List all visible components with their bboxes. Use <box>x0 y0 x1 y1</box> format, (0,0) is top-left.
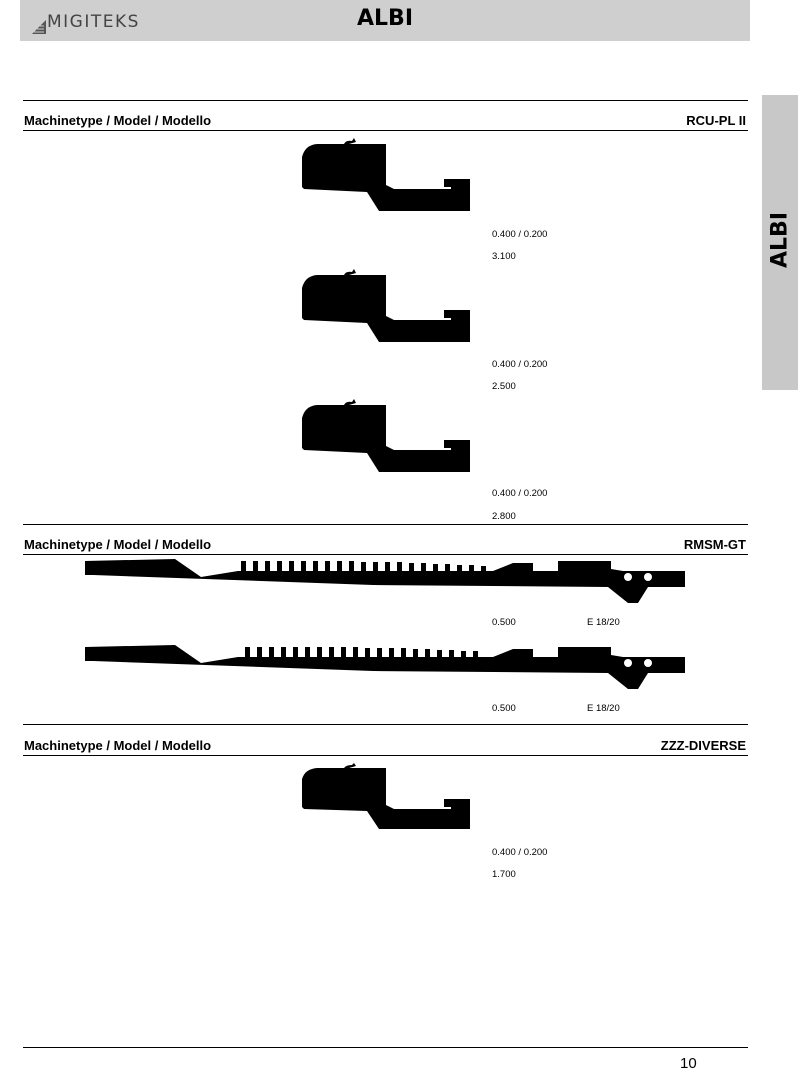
part-dimensions: 0.400 / 0.200 <box>492 229 548 240</box>
brand-title: ALBI <box>357 6 413 31</box>
section-label: Machinetype / Model / Modello <box>24 537 212 552</box>
part-drawing-hook <box>299 268 472 343</box>
section-divider <box>23 100 748 101</box>
section-label: Machinetype / Model / Modello <box>24 113 212 128</box>
part-drawing-comb <box>83 643 688 691</box>
part-code: E 18/20 <box>587 703 620 714</box>
part-length: 2.500 <box>492 381 516 392</box>
part-dimensions: 0.400 / 0.200 <box>492 359 548 370</box>
section-model: RCU-PL II <box>686 113 746 128</box>
side-tab <box>762 95 798 390</box>
part-length: 3.100 <box>492 251 516 262</box>
footer-divider <box>23 1047 748 1048</box>
part-thickness: 0.500 <box>492 617 516 628</box>
section-label: Machinetype / Model / Modello <box>24 738 212 753</box>
part-drawing-comb <box>83 557 688 605</box>
side-tab-label: ALBI <box>767 212 793 268</box>
part-drawing-hook <box>299 137 472 212</box>
part-length: 1.700 <box>492 869 516 880</box>
section-divider <box>23 724 748 725</box>
section-divider <box>23 554 748 555</box>
section-divider <box>23 130 748 131</box>
page-header <box>20 0 750 41</box>
section-model: ZZZ-DIVERSE <box>660 738 746 753</box>
section-model: RMSM-GT <box>683 537 746 552</box>
part-dimensions: 0.400 / 0.200 <box>492 488 548 499</box>
part-dimensions: 0.400 / 0.200 <box>492 847 548 858</box>
part-thickness: 0.500 <box>492 703 516 714</box>
section-divider <box>23 755 748 756</box>
section-divider <box>23 524 748 525</box>
part-drawing-hook <box>299 398 472 473</box>
part-length: 2.800 <box>492 511 516 522</box>
part-drawing-hook <box>299 763 472 831</box>
page-number: 10 <box>680 1055 697 1072</box>
part-code: E 18/20 <box>587 617 620 628</box>
logo-text: MIGITEKS <box>47 12 140 32</box>
